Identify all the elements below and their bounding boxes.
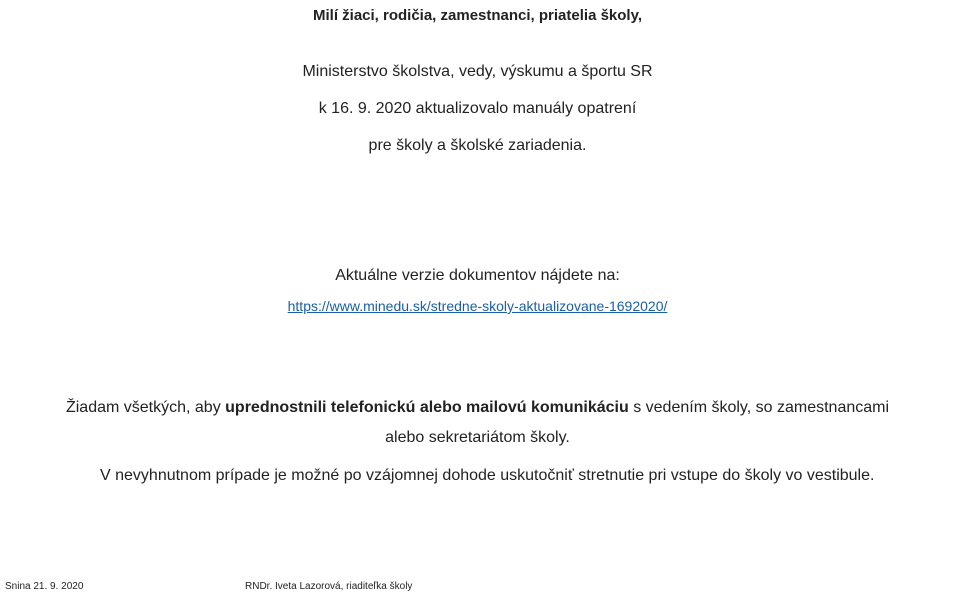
- request-suffix: s vedením školy, so zamestnancami: [628, 399, 890, 416]
- documents-link-row: [0, 296, 955, 316]
- ministry-line-3: pre školy a školské zariadenia.: [368, 137, 587, 154]
- ministry-line-2: k 16. 9. 2020 aktualizovalo manuály opatrení: [318, 100, 637, 117]
- footer-place-date: Snina 21. 9. 2020: [5, 581, 84, 592]
- footer-signature: RNDr. Iveta Lazorová, riaditeľka školy: [245, 581, 413, 592]
- request-prefix: Žiadam všetkých, aby: [65, 399, 226, 416]
- documents-label: Aktuálne verzie dokumentov nájdete na:: [335, 267, 620, 284]
- documents-link[interactable]: https://www.minedu.sk/stredne-skoly-aktualizovane-1692020/: [287, 298, 668, 314]
- ministry-line-1: Ministerstvo školstva, vedy, výskumu a športu SR: [302, 63, 653, 80]
- request-line-1: [0, 398, 955, 418]
- greeting-heading: Milí žiaci, rodičia, zamestnanci, priatelia školy,: [312, 7, 642, 24]
- request-line-2: alebo sekretariátom školy.: [385, 429, 570, 446]
- visit-note: V nevyhnutnom prípade je možné po vzájomnej dohode uskutočniť stretnutie pri vstupe do školy vo vestibule.: [100, 467, 875, 484]
- request-emphasis: uprednostnili telefonickú alebo mailovú komunikáciu: [225, 399, 629, 416]
